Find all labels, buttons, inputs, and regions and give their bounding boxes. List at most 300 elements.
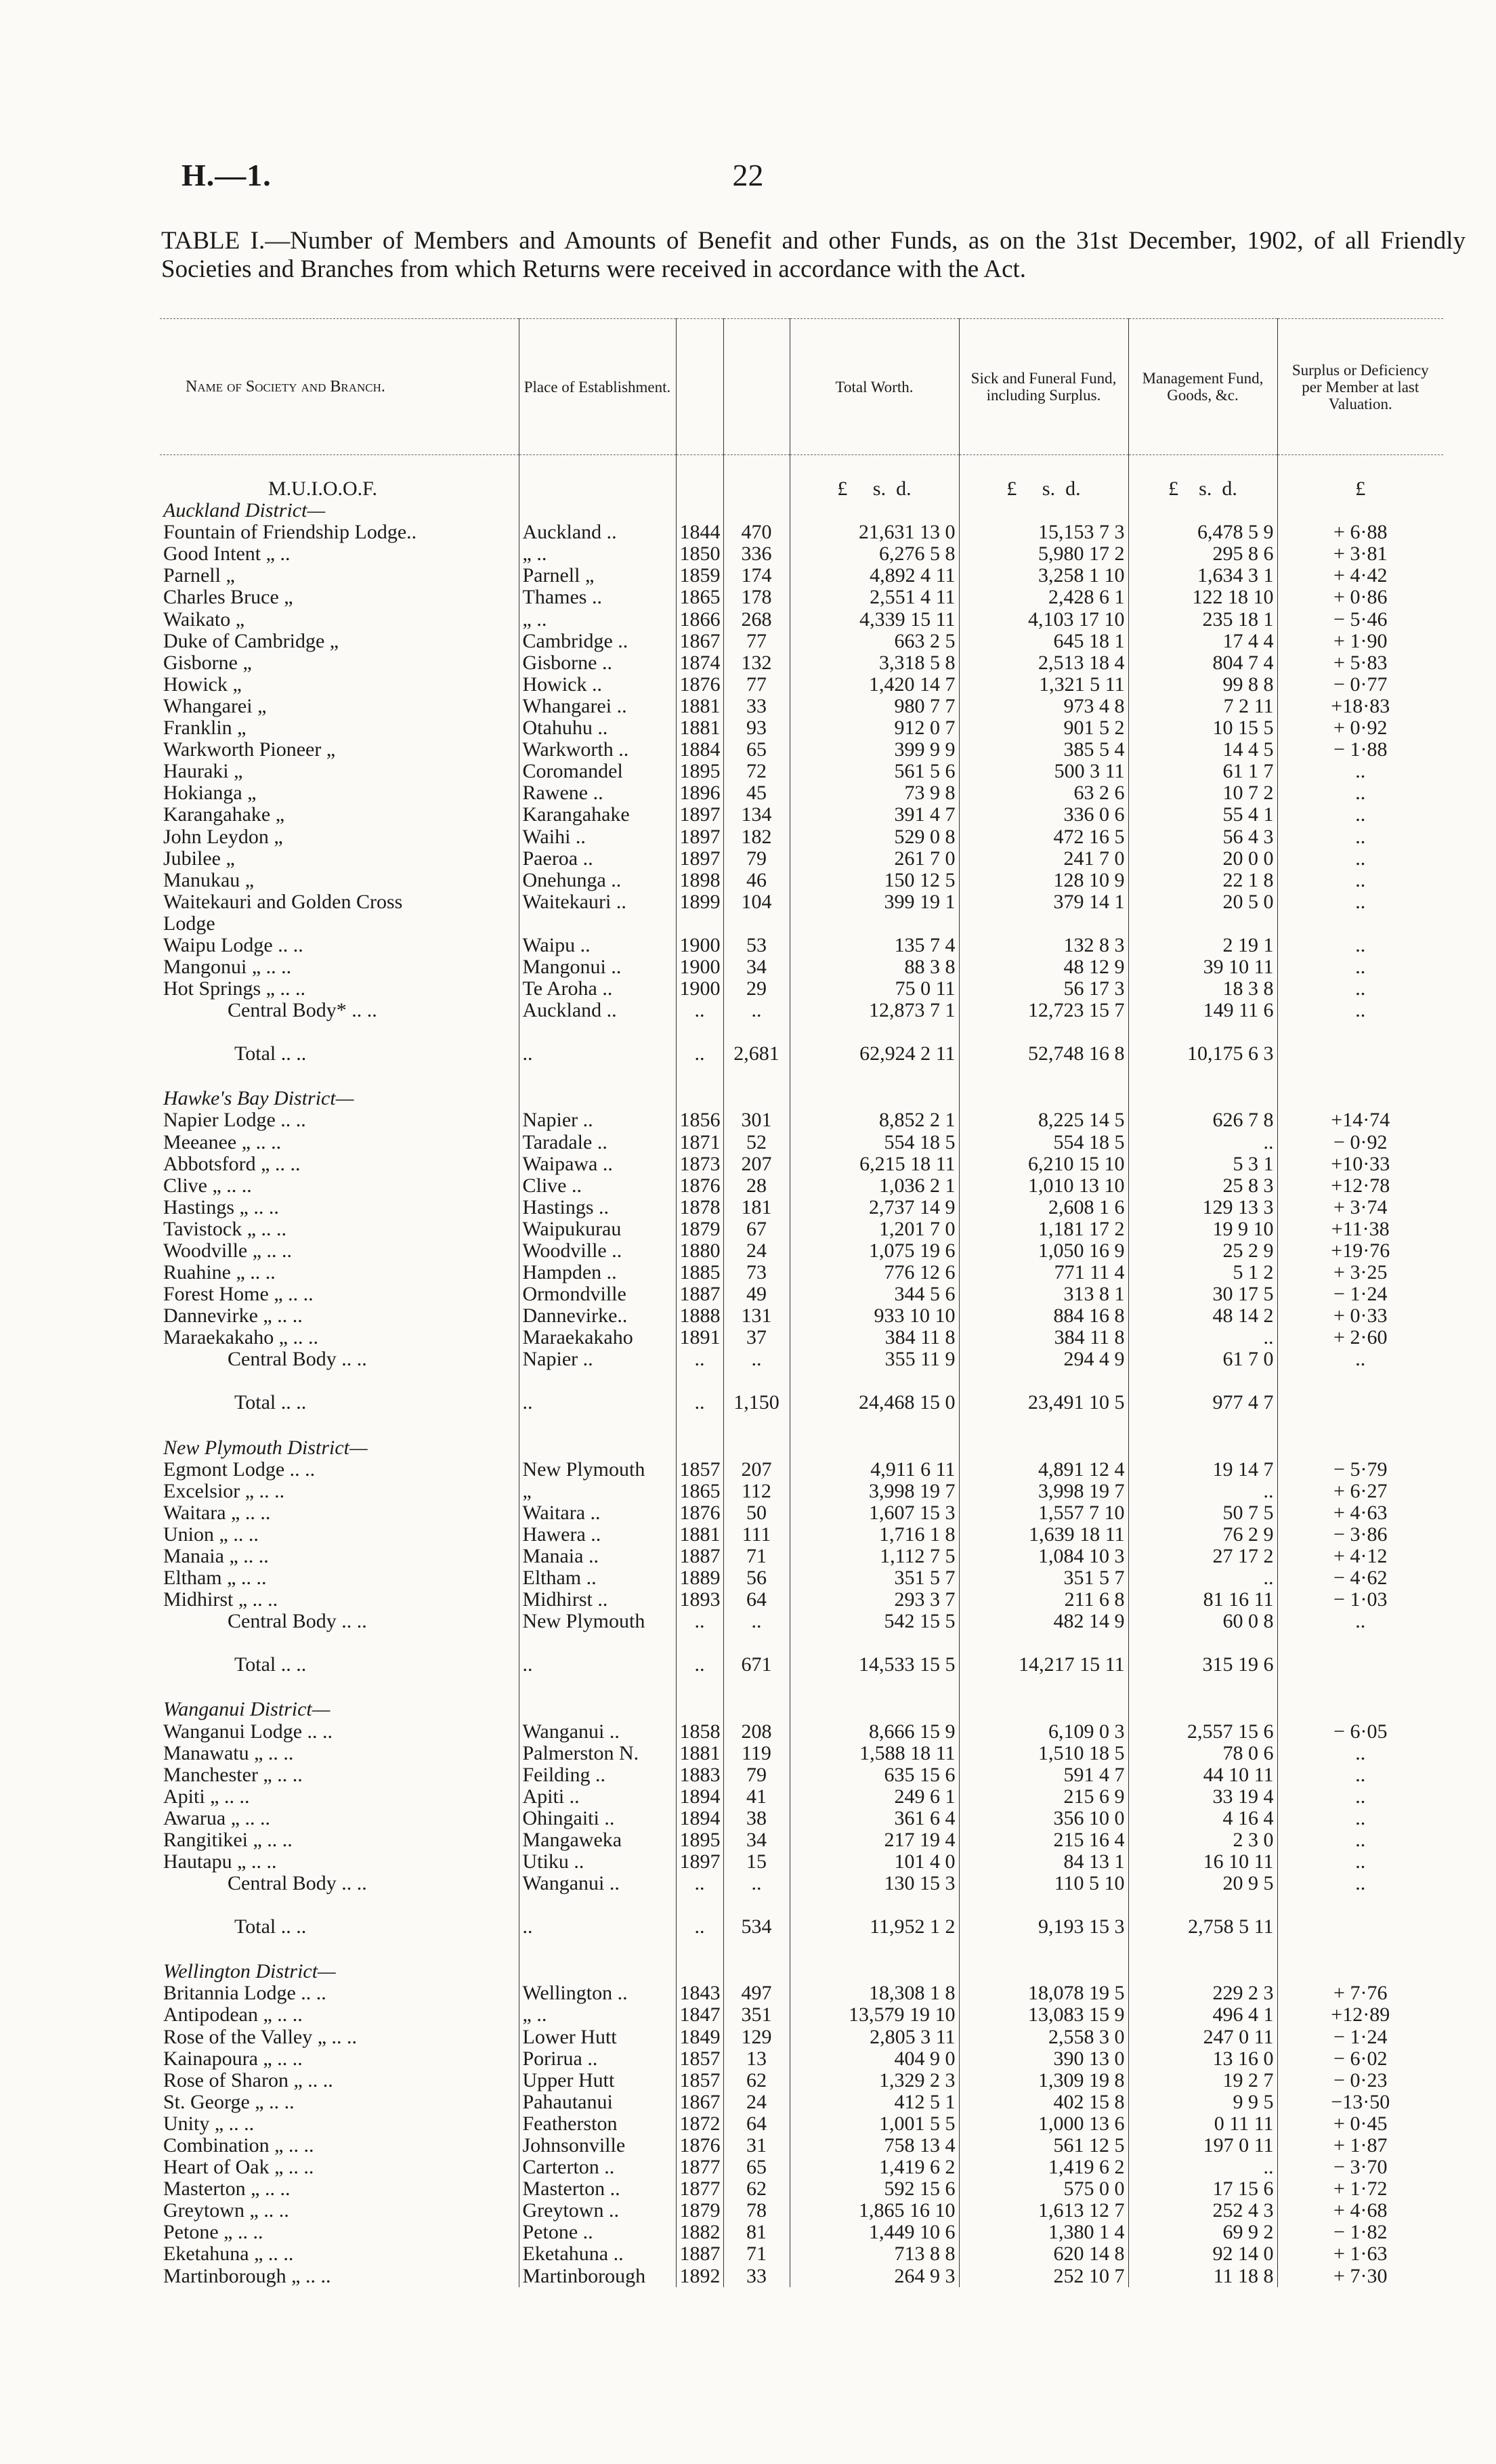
spacer-cell: [160, 1065, 519, 1088]
table-row: [160, 1305, 1443, 1327]
spacer-cell: [160, 1938, 519, 1961]
branch-name: Mangonui „ .. ..: [163, 956, 292, 979]
cell-year: 1894: [676, 1786, 723, 1808]
cell-m: 30 17 5: [1128, 1283, 1277, 1305]
cell-m: ..: [1128, 1481, 1277, 1502]
cell-sur: + 1·87: [1277, 2135, 1443, 2157]
cell-m: 20 0 0: [1128, 848, 1277, 870]
cell-m: 122 18 10: [1128, 587, 1277, 608]
district-cell: [676, 1699, 723, 1720]
col-members-header: [723, 319, 790, 455]
cell-members: 71: [723, 2243, 790, 2265]
branch-name: Dannevirke „ .. ..: [163, 1305, 303, 1327]
cell-w: 663 2 5: [790, 631, 959, 652]
cell-place: Waipukurau: [519, 1218, 676, 1240]
branch-name: Eltham „ .. ..: [163, 1567, 267, 1590]
col-worth-header: Total Worth.: [790, 319, 959, 455]
cell-s: 8,225 14 5: [959, 1109, 1128, 1131]
cell-s: 1,613 12 7: [959, 2200, 1128, 2222]
table-row: [160, 891, 1443, 913]
branch-name: Apiti „ .. ..: [163, 1785, 250, 1808]
cell-w: 933 10 10: [790, 1305, 959, 1327]
cell-year: 1900: [676, 978, 723, 1000]
cell-place: Palmerston N.: [519, 1743, 676, 1764]
cell-sur: ..: [1277, 826, 1443, 847]
cell-s: 384 11 8: [959, 1327, 1128, 1348]
cell-sur: +19·76: [1277, 1240, 1443, 1262]
cell-m: 252 4 3: [1128, 2200, 1277, 2222]
friendly-societies-table: [160, 318, 1443, 2287]
district-heading-row: [160, 1961, 1443, 1982]
branch-name: Good Intent „ ..: [163, 543, 291, 566]
branch-name: Warkworth Pioneer „: [163, 739, 336, 761]
branch-name: Eketahuna „ .. ..: [163, 2243, 294, 2266]
cell-m: 7 2 11: [1128, 696, 1277, 717]
cell-place: Upper Hutt: [519, 2070, 676, 2091]
cell-year: 1879: [676, 1218, 723, 1240]
col-surplus-header: Surplus or Deficiency per Member at last Valuation.: [1277, 319, 1443, 455]
cell-s: 84 13 1: [959, 1851, 1128, 1873]
cell-sur: +12·89: [1277, 2004, 1443, 2026]
cell-members: 62: [723, 2070, 790, 2091]
cell-m: 20 9 5: [1128, 1873, 1277, 1894]
cell-w: 21,631 13 0: [790, 522, 959, 543]
cell-w: 1,201 7 0: [790, 1218, 959, 1240]
branch-name: Antipodean „ .. ..: [163, 2004, 303, 2026]
total-s: 9,193 15 3: [959, 1894, 1128, 1938]
branch-name: Gisborne „: [163, 652, 252, 674]
cell-year: 1895: [676, 761, 723, 782]
branch-name: Karangahake „: [163, 804, 285, 826]
cell-sur: − 1·82: [1277, 2222, 1443, 2243]
cell-w: 88 3 8: [790, 956, 959, 978]
total-row: [160, 1021, 1443, 1065]
cell-m: 6,478 5 9: [1128, 522, 1277, 543]
table-row: [160, 1459, 1443, 1481]
table-row: [160, 2135, 1443, 2157]
cell-sur: +18·83: [1277, 696, 1443, 717]
cell-place: Wanganui ..: [519, 1873, 676, 1894]
cell-m: 2 19 1: [1128, 935, 1277, 956]
district-cell: [790, 1699, 959, 1720]
table-row: [160, 631, 1443, 652]
branch-name: Meeanee „ .. ..: [163, 1131, 282, 1153]
cell-m: ..: [1128, 1131, 1277, 1153]
cell-place: Lower Hutt: [519, 2026, 676, 2047]
cell-members: 67: [723, 1218, 790, 1240]
cell-w: 249 6 1: [790, 1786, 959, 1808]
spacer-cell: [959, 1414, 1128, 1437]
cell-s: 5,980 17 2: [959, 543, 1128, 565]
spacer-row: [160, 1414, 1443, 1437]
table-row: [160, 1262, 1443, 1283]
table-row: [160, 1808, 1443, 1829]
district-cell: [1277, 1699, 1443, 1720]
spacer-cell: [1277, 1414, 1443, 1437]
cell-place: Napier ..: [519, 1109, 676, 1131]
cell-sur: ..: [1277, 1873, 1443, 1894]
cell-s: 1,084 10 3: [959, 1546, 1128, 1567]
cell-year: 1897: [676, 1851, 723, 1873]
cell-members: 93: [723, 717, 790, 739]
table-row: [160, 1611, 1443, 1632]
branch-name: Masterton „ .. ..: [163, 2178, 291, 2201]
spacer-cell: [676, 1065, 723, 1088]
cell-sur: − 0·92: [1277, 1131, 1443, 1153]
table-row: [160, 1567, 1443, 1589]
table-row: [160, 1000, 1443, 1021]
cell-s: 4,103 17 10: [959, 608, 1128, 630]
cell-s: 15,153 7 3: [959, 522, 1128, 543]
district-heading-row: [160, 500, 1443, 522]
cell-s: 4,891 12 4: [959, 1459, 1128, 1481]
cell-s: 3,998 19 7: [959, 1481, 1128, 1502]
district-name: Wanganui District—: [163, 1699, 330, 1721]
cell-place: Mangaweka: [519, 1829, 676, 1851]
cell-sur: + 0·45: [1277, 2113, 1443, 2135]
cell-members: 33: [723, 2265, 790, 2287]
cell-place: Wellington ..: [519, 1982, 676, 2004]
table-row: [160, 1589, 1443, 1611]
district-cell: [790, 1437, 959, 1458]
cell-sur: [1277, 913, 1443, 935]
cell-place: Gisborne ..: [519, 652, 676, 674]
branch-name: Manchester „ .. ..: [163, 1764, 303, 1786]
cell-place: Midhirst ..: [519, 1589, 676, 1611]
cell-sur: + 6·27: [1277, 1481, 1443, 1502]
district-cell: [959, 1088, 1128, 1109]
district-cell: [519, 500, 676, 522]
cell-m: [1128, 913, 1277, 935]
cell-members: 38: [723, 1808, 790, 1829]
cell-m: 44 10 11: [1128, 1764, 1277, 1786]
cell-m: 20 5 0: [1128, 891, 1277, 913]
cell-place: Hastings ..: [519, 1197, 676, 1218]
cell-m: 48 14 2: [1128, 1305, 1277, 1327]
total-year: ..: [676, 1632, 723, 1676]
cell-m: 4 16 4: [1128, 1808, 1277, 1829]
cell-w: 412 5 1: [790, 2091, 959, 2113]
cell-s: 3,258 1 10: [959, 565, 1128, 587]
cell-members: 34: [723, 1829, 790, 1851]
cell-year: 1876: [676, 1175, 723, 1197]
spacer-cell: [1277, 1938, 1443, 1961]
cell-m: ..: [1128, 2157, 1277, 2178]
district-cell: [1277, 1088, 1443, 1109]
cell-place: Maraekakaho: [519, 1327, 676, 1348]
table-row: [160, 652, 1443, 674]
branch-name: Ruahine „ .. ..: [163, 1262, 276, 1284]
total-s: 14,217 15 11: [959, 1632, 1128, 1676]
cell-place: Eketahuna ..: [519, 2243, 676, 2265]
branch-name: Martinborough „ .. ..: [163, 2265, 331, 2287]
total-year: ..: [676, 1370, 723, 1414]
cell-members: 104: [723, 891, 790, 913]
district-cell: [1277, 1437, 1443, 1458]
cell-w: 776 12 6: [790, 1262, 959, 1283]
cell-year: [676, 913, 723, 935]
page-header: [181, 157, 1315, 198]
cell-place: Onehunga ..: [519, 870, 676, 891]
cell-w: 6,215 18 11: [790, 1153, 959, 1175]
cell-place: Hampden ..: [519, 1262, 676, 1283]
cell-s: 402 15 8: [959, 2091, 1128, 2113]
cell-w: 592 15 6: [790, 2178, 959, 2200]
cell-w: 261 7 0: [790, 848, 959, 870]
cell-s: 482 14 9: [959, 1611, 1128, 1632]
cell-year: 1880: [676, 1240, 723, 1262]
cell-sur: − 5·79: [1277, 1459, 1443, 1481]
district-cell: [676, 1961, 723, 1982]
total-m: 977 4 7: [1128, 1370, 1277, 1414]
branch-name: Manukau „: [163, 869, 255, 891]
table-row: [160, 1851, 1443, 1873]
cell-sur: + 7·76: [1277, 1982, 1443, 2004]
cell-m: 55 4 1: [1128, 804, 1277, 826]
col-sick-header: Sick and Funeral Fund, including Surplus.: [959, 319, 1128, 455]
total-sur: [1277, 1632, 1443, 1676]
branch-name: Excelsior „ .. ..: [163, 1480, 285, 1502]
branch-name: Unity „ .. ..: [163, 2112, 255, 2135]
table-row: [160, 1175, 1443, 1197]
cell-w: 18,308 1 8: [790, 1982, 959, 2004]
branch-name: Hokianga „: [163, 782, 257, 805]
total-members: 2,681: [723, 1021, 790, 1065]
spacer-cell: [519, 1676, 676, 1699]
cell-place: Paeroa ..: [519, 848, 676, 870]
branch-name: Rose of the Valley „ .. ..: [163, 2026, 358, 2048]
cell-m: 18 3 8: [1128, 978, 1277, 1000]
cell-year: ..: [676, 1348, 723, 1370]
cell-members: 336: [723, 543, 790, 565]
order-units-row: [160, 478, 1443, 500]
spacer-cell: [1128, 1938, 1277, 1961]
cell-place: Apiti ..: [519, 1786, 676, 1808]
cell-w: 1,075 19 6: [790, 1240, 959, 1262]
spacer-cell: [676, 1938, 723, 1961]
table-row: [160, 717, 1443, 739]
branch-name: Central Body .. ..: [228, 1873, 367, 1895]
total-s: 23,491 10 5: [959, 1370, 1128, 1414]
cell-s: 1,639 18 11: [959, 1524, 1128, 1546]
district-cell: [959, 1961, 1128, 1982]
table-row: [160, 587, 1443, 608]
cell-sur: + 3·74: [1277, 1197, 1443, 1218]
cell-w: 1,588 18 11: [790, 1743, 959, 1764]
page-id: H.—1.: [181, 158, 272, 192]
cell-w: 1,607 15 3: [790, 1502, 959, 1524]
cell-members: 62: [723, 2178, 790, 2200]
cell-place: Johnsonville: [519, 2135, 676, 2157]
cell-year: ..: [676, 1000, 723, 1021]
district-name: Wellington District—: [163, 1961, 336, 1983]
cell-m: 0 11 11: [1128, 2113, 1277, 2135]
table-row: [160, 1764, 1443, 1786]
table-row: [160, 1197, 1443, 1218]
cell-w: 1,419 6 2: [790, 2157, 959, 2178]
cell-s: 215 6 9: [959, 1786, 1128, 1808]
branch-name: Petone „ .. ..: [163, 2222, 263, 2244]
cell-s: 18,078 19 5: [959, 1982, 1128, 2004]
cell-year: 1897: [676, 804, 723, 826]
cell-sur: − 1·03: [1277, 1589, 1443, 1611]
spacer-row: [160, 1938, 1443, 1961]
district-cell: [723, 1088, 790, 1109]
cell-year: 1876: [676, 2135, 723, 2157]
table-row: [160, 696, 1443, 717]
district-cell: [519, 1088, 676, 1109]
branch-name: Hot Springs „ .. ..: [163, 978, 305, 1000]
cell-s: 56 17 3: [959, 978, 1128, 1000]
cell-members: ..: [723, 1348, 790, 1370]
total-s: 52,748 16 8: [959, 1021, 1128, 1065]
cell-place: Rawene ..: [519, 782, 676, 804]
cell-year: 1867: [676, 631, 723, 652]
cell-place: Otahuhu ..: [519, 717, 676, 739]
cell-w: 1,420 14 7: [790, 674, 959, 696]
cell-w: 2,805 3 11: [790, 2026, 959, 2047]
spacer-cell: [1128, 1065, 1277, 1088]
branch-name: Central Body .. ..: [228, 1348, 367, 1371]
cell-m: 56 4 3: [1128, 826, 1277, 847]
table-row: [160, 2026, 1443, 2047]
total-label: Total .. ..: [234, 1391, 307, 1414]
table-row: [160, 2243, 1443, 2265]
cell-w: 912 0 7: [790, 717, 959, 739]
cell-w: 6,276 5 8: [790, 543, 959, 565]
table-row: [160, 956, 1443, 978]
cell-s: 771 11 4: [959, 1262, 1128, 1283]
branch-name: Greytown „ .. ..: [163, 2200, 289, 2222]
col-year-header: [676, 319, 723, 455]
cell-s: 591 4 7: [959, 1764, 1128, 1786]
cell-w: 130 15 3: [790, 1873, 959, 1894]
cell-m: 50 7 5: [1128, 1502, 1277, 1524]
cell-s: 356 10 0: [959, 1808, 1128, 1829]
cell-members: 77: [723, 674, 790, 696]
cell-w: 529 0 8: [790, 826, 959, 847]
cell-s: 379 14 1: [959, 891, 1128, 913]
cell-s: 2,608 1 6: [959, 1197, 1128, 1218]
cell-members: 268: [723, 608, 790, 630]
cell-s: 1,419 6 2: [959, 2157, 1128, 2178]
cell-year: 1858: [676, 1720, 723, 1742]
table-row: [160, 935, 1443, 956]
cell-place: Waipawa ..: [519, 1153, 676, 1175]
cell-year: 1849: [676, 2026, 723, 2047]
cell-s: 390 13 0: [959, 2048, 1128, 2070]
table-region: [0, 318, 1496, 2350]
cell-members: 33: [723, 696, 790, 717]
cell-sur: ..: [1277, 1786, 1443, 1808]
cell-sur: ..: [1277, 782, 1443, 804]
cell-members: 56: [723, 1567, 790, 1589]
branch-name: Combination „ .. ..: [163, 2134, 314, 2157]
cell-sur: ..: [1277, 891, 1443, 913]
cell-members: 73: [723, 1262, 790, 1283]
spacer-cell: [519, 1414, 676, 1437]
cell-w: 1,036 2 1: [790, 1175, 959, 1197]
total-members: 671: [723, 1632, 790, 1676]
spacer-row: [160, 1065, 1443, 1088]
cell-members: 79: [723, 848, 790, 870]
cell-m: 229 2 3: [1128, 1982, 1277, 2004]
total-m: 315 19 6: [1128, 1632, 1277, 1676]
cell-members: 50: [723, 1502, 790, 1524]
cell-place: Eltham ..: [519, 1567, 676, 1589]
cell-place: Utiku ..: [519, 1851, 676, 1873]
cell-m: 19 14 7: [1128, 1459, 1277, 1481]
total-year: ..: [676, 1894, 723, 1938]
cell-members: 72: [723, 761, 790, 782]
cell-w: 3,318 5 8: [790, 652, 959, 674]
cell-sur: − 1·24: [1277, 2026, 1443, 2047]
spacer-cell: [790, 1938, 959, 1961]
cell-m: 76 2 9: [1128, 1524, 1277, 1546]
cell-w: 12,873 7 1: [790, 1000, 959, 1021]
cell-members: [723, 913, 790, 935]
cell-members: 81: [723, 2222, 790, 2243]
cell-year: 1867: [676, 2091, 723, 2113]
district-cell: [676, 1437, 723, 1458]
branch-name: Franklin „: [163, 717, 247, 740]
cell-m: 9 9 5: [1128, 2091, 1277, 2113]
cell-m: 626 7 8: [1128, 1109, 1277, 1131]
district-cell: [959, 1437, 1128, 1458]
cell-w: 1,112 7 5: [790, 1546, 959, 1567]
cell-place: Porirua ..: [519, 2048, 676, 2070]
cell-place: Pahautanui: [519, 2091, 676, 2113]
cell-year: 1893: [676, 1589, 723, 1611]
cell-s: 1,000 13 6: [959, 2113, 1128, 2135]
district-cell: [1128, 1088, 1277, 1109]
cell-m: ..: [1128, 1327, 1277, 1348]
spacer-cell: [723, 1065, 790, 1088]
cell-w: 1,329 2 3: [790, 2070, 959, 2091]
cell-sur: − 6·02: [1277, 2048, 1443, 2070]
spacer-cell: [959, 1065, 1128, 1088]
district-cell: [1277, 500, 1443, 522]
cell-members: 181: [723, 1197, 790, 1218]
cell-w: 758 13 4: [790, 2135, 959, 2157]
district-cell: [1128, 1699, 1277, 1720]
spacer-cell: [160, 1414, 519, 1437]
cell-members: 77: [723, 631, 790, 652]
cell-place: Coromandel: [519, 761, 676, 782]
table-row: [160, 1786, 1443, 1808]
spacer-row: [160, 1676, 1443, 1699]
cell-year: 1899: [676, 891, 723, 913]
total-row: [160, 1894, 1443, 1938]
cell-sur: ..: [1277, 1829, 1443, 1851]
cell-members: 79: [723, 1764, 790, 1786]
cell-w: 4,892 4 11: [790, 565, 959, 587]
cell-m: 235 18 1: [1128, 608, 1277, 630]
cell-members: ..: [723, 1000, 790, 1021]
cell-m: 197 0 11: [1128, 2135, 1277, 2157]
cell-s: 215 16 4: [959, 1829, 1128, 1851]
cell-w: 1,001 5 5: [790, 2113, 959, 2135]
cell-m: ..: [1128, 1567, 1277, 1589]
cell-w: 2,551 4 11: [790, 587, 959, 608]
cell-w: 217 19 4: [790, 1829, 959, 1851]
mgmt-units: £ s. d.: [1128, 478, 1277, 500]
district-cell: [676, 1088, 723, 1109]
cell-m: 247 0 11: [1128, 2026, 1277, 2047]
cell-s: 973 4 8: [959, 696, 1128, 717]
total-label: Total .. ..: [234, 1915, 307, 1938]
table-row: [160, 2157, 1443, 2178]
